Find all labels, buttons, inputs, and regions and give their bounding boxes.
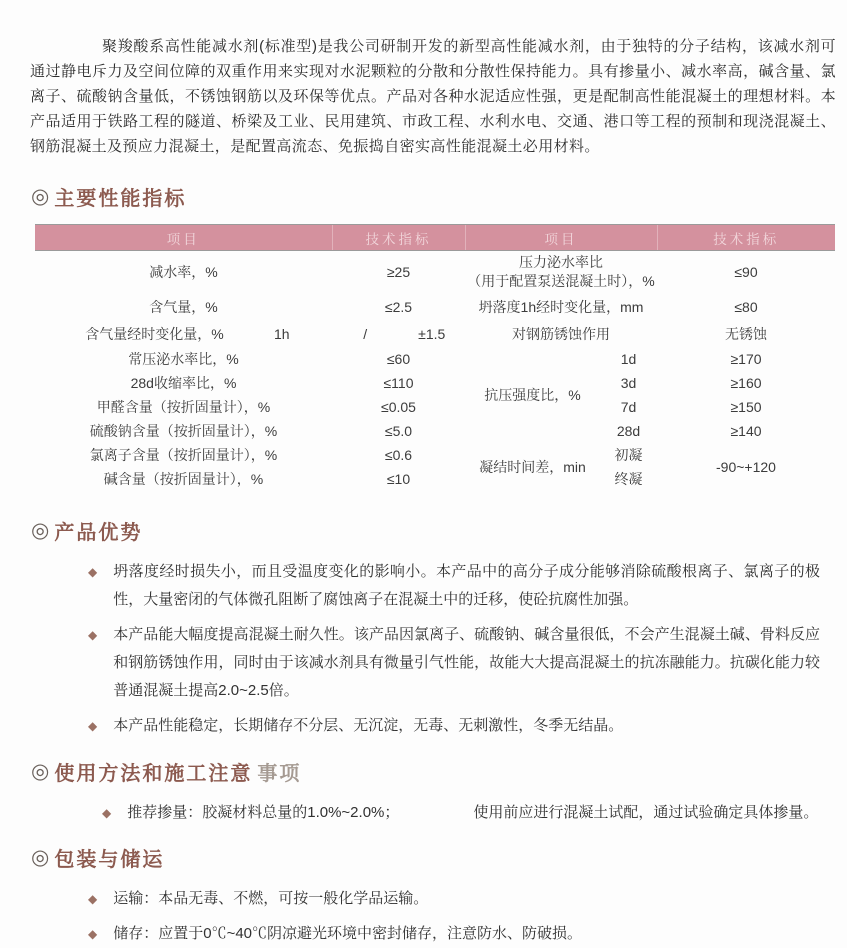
item-label: 坍落度1h经时变化量，mm: [478, 298, 644, 315]
diamond-bullet-icon: ◆: [88, 927, 98, 941]
item-label: 含气量经时变化量，% 1h: [35, 321, 332, 347]
section-heading-packaging: [31, 843, 847, 872]
item-value: ≥140: [730, 423, 762, 439]
section-title-usage-faded: 事项: [257, 763, 302, 785]
item-value: ≤80: [734, 298, 758, 315]
item-value: 无锈蚀: [725, 326, 767, 342]
section-marker-icon: ◎: [31, 846, 50, 869]
col-header-spec-left: 技术指标: [332, 225, 465, 251]
item-value: ≥150: [730, 399, 762, 415]
dosage-text: 推荐掺量：胶凝材料总量的1.0%~2.0%；: [127, 804, 400, 821]
list-item: [88, 712, 820, 740]
list-item: [102, 799, 820, 827]
item-value: ≤2.5: [384, 298, 413, 315]
advantages-list: [88, 558, 820, 740]
item-sublabel: 1h: [274, 326, 290, 342]
item-value: ≥170: [730, 351, 762, 367]
list-item-text: 坍落度经时损失小，而且受温度变化的影响小。本产品中的高分子成分能够消除硫酸根离子、氯离子的极性，大量密闭的气体微孔阻断了腐蚀离子在混凝土中的迁移，使砼抗腐性加强。: [113, 563, 820, 608]
table-row: [35, 321, 835, 347]
item-label-merged: 凝结时间差，min: [479, 459, 586, 475]
table-row: [35, 443, 835, 467]
item-value: ≤110: [383, 375, 414, 391]
item-label: 碱含量（按折固量计），%: [103, 471, 264, 487]
table-row: [35, 395, 835, 419]
list-item: [88, 885, 820, 913]
table-row: [35, 347, 835, 371]
item-label: 减水率，%: [149, 263, 218, 280]
item-sublabel: 终凝: [614, 471, 643, 487]
section-heading-performance: [31, 182, 847, 211]
table-header-row: [35, 225, 835, 251]
packaging-list: [88, 885, 820, 948]
item-label: 甲醛含量（按折固量计），%: [96, 399, 271, 415]
datasheet-page: [0, 34, 847, 942]
item-label: 对钢筋锈蚀作用: [512, 326, 610, 342]
item-value: ≤5.0: [384, 423, 413, 439]
item-value: ≥160: [730, 375, 762, 391]
item-value: ≤0.6: [384, 447, 413, 463]
diamond-bullet-icon: ◆: [102, 806, 112, 820]
item-value: / ±1.5: [363, 326, 446, 342]
item-value: ≤90: [734, 263, 758, 280]
item-label: 压力泌水率比 （用于配置泵送混凝土时），%: [467, 253, 655, 289]
list-item: [88, 920, 820, 948]
diamond-bullet-icon: ◆: [88, 565, 98, 579]
item-label: 氯离子含量（按折固量计），%: [89, 447, 278, 463]
usage-list: [88, 799, 820, 827]
item-value: ≤60: [386, 351, 411, 367]
section-title-performance: 主要性能指标: [54, 188, 187, 210]
section-heading-usage: [31, 757, 847, 786]
diamond-bullet-icon: ◆: [88, 719, 98, 733]
item-value-merged: -90~+120: [716, 459, 776, 475]
table-row: [35, 292, 835, 321]
section-title-usage: 使用方法和施工注意: [54, 763, 253, 785]
list-item-text: 运输：本品无毒、不燃，可按一般化学品运输。: [113, 890, 429, 907]
section-marker-icon: ◎: [31, 185, 50, 208]
diamond-bullet-icon: ◆: [88, 628, 98, 642]
table-row: [35, 251, 835, 293]
list-item: [88, 558, 820, 614]
performance-table: [35, 224, 835, 491]
section-marker-icon: ◎: [31, 519, 50, 542]
list-item-text: 储存：应置于0℃~40℃阴凉避光环境中密封储存，注意防水、防破损。: [113, 925, 583, 942]
item-sublabel: 初凝: [614, 447, 643, 463]
item-label: 28d收缩率比，%: [130, 375, 237, 391]
table-row: [35, 371, 835, 395]
list-item-text: 本产品能大幅度提高混凝土耐久性。该产品因氯离子、硫酸钠、碱含量很低，不会产生混凝土碱、骨料反应和钢筋锈蚀作用，同时由于该减水剂具有微量引气性能，故能大大提高混凝土的抗冻融能力。抗碳化能力较普通混凝土提高2.0~2.5倍。: [113, 626, 820, 699]
item-sublabel: 28d: [616, 423, 641, 439]
item-value: ≥25: [386, 263, 411, 280]
item-label: 含气量，%: [149, 298, 218, 315]
item-value: ≤10: [386, 471, 411, 487]
item-sublabel: 3d: [620, 375, 637, 391]
diamond-bullet-icon: ◆: [88, 892, 98, 906]
section-title-packaging: 包装与储运: [54, 849, 165, 871]
item-sublabel: 7d: [620, 399, 637, 415]
item-label-merged: 抗压强度比，%: [484, 387, 581, 403]
intro-paragraph: 聚羧酸系高性能减水剂(标准型)是我公司研制开发的新型高性能减水剂，由于独特的分子结构，该减水剂可通过静电斥力及空间位障的双重作用来实现对水泥颗粒的分散和分散性保持能力。具有掺量小、减水率高，碱含量、氯离子、硫酸钠含量低，不锈蚀钢筋以及环保等优点。产品对各种水泥适应性强，更是配制高性能混凝土的理想材料。本产品适用于铁路工程的隧道、桥梁及工业、民用建筑、市政工程、水利水电、交通、港口等工程的预制和现浇混凝土、钢筋混凝土及预应力混凝土，是配置高流态、免振捣自密实高性能混凝土必用材料。: [30, 38, 836, 155]
item-value: ≤0.05: [381, 399, 416, 415]
item-label: 常压泌水率比，%: [128, 351, 239, 367]
list-item-text: 本产品性能稳定，长期储存不分层、无沉淀，无毒、无刺激性，冬季无结晶。: [113, 717, 624, 734]
item-label: 硫酸钠含量（按折固量计），%: [89, 423, 278, 439]
section-marker-icon: ◎: [31, 760, 50, 783]
col-header-item-right: 项目: [465, 225, 657, 251]
usage-note-text: 使用前应进行混凝土试配，通过试验确定具体掺量。: [473, 804, 819, 821]
section-title-advantages: 产品优势: [54, 522, 143, 544]
col-header-spec-right: 技术指标: [657, 225, 835, 251]
item-sublabel: 1d: [620, 351, 637, 367]
section-heading-advantages: [31, 516, 847, 545]
list-item: [88, 621, 820, 705]
col-header-item-left: 项目: [35, 225, 332, 251]
table-row: [35, 419, 835, 443]
